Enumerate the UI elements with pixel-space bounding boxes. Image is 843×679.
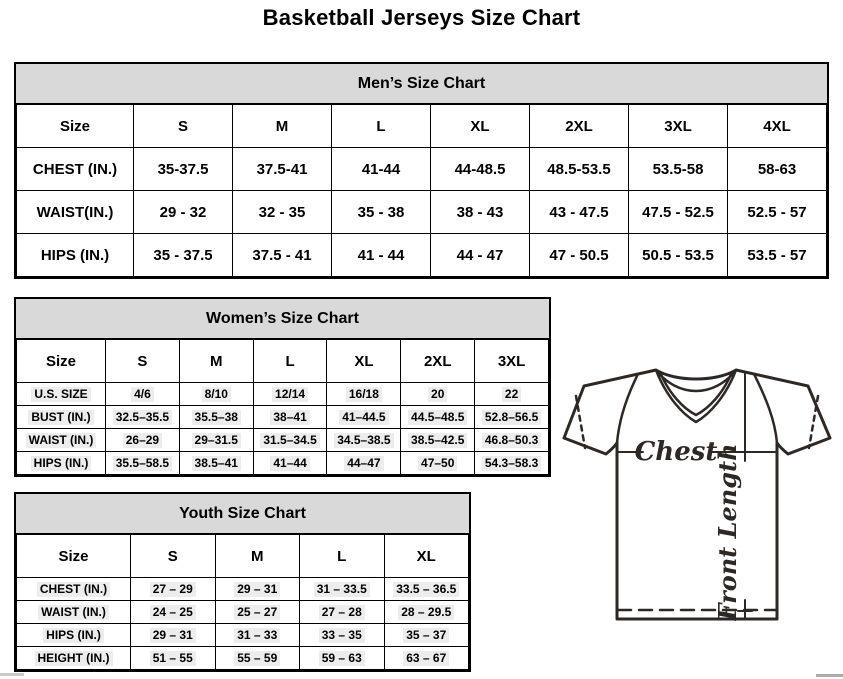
womens-cell [475,406,549,429]
womens-col-header: 3XL [475,340,549,383]
mens-cell: 53.5-58 [629,148,728,191]
womens-cell [401,383,475,406]
mens-cell: 41-44 [332,148,431,191]
womens-col-header: S [106,340,180,383]
cell-value: 52.8–56.5 [482,410,541,425]
womens-cell [475,383,549,406]
womens-col-header: XL [327,340,401,383]
womens-cell [475,452,549,475]
cell-value: 44.5–48.5 [408,410,467,425]
womens-cell [253,406,327,429]
cell-value: 4/6 [131,387,154,402]
mens-col-header: 4XL [728,105,827,148]
jersey-outline [564,370,830,619]
cell-value: 63 – 67 [403,651,449,666]
youth-cell [300,578,385,601]
womens-cell [327,383,401,406]
mens-col-header: 2XL [530,105,629,148]
cell-value: 41–44.5 [339,410,388,425]
cell-value: 55 – 59 [234,651,280,666]
youth-row-label [17,578,131,601]
youth-header-row [17,535,469,578]
youth-col-header: XL [384,535,469,578]
youth-row-label [17,601,131,624]
womens-chart-title: Women’s Size Chart [16,299,549,339]
mens-cell: 38 - 43 [431,191,530,234]
womens-cell [401,452,475,475]
womens-cell [179,383,253,406]
womens-cell [253,452,327,475]
womens-cell [401,429,475,452]
jersey-measurement-diagram [556,364,838,626]
womens-hips-row [17,452,549,475]
mens-chest-row [17,148,827,191]
youth-size-header: Size [17,535,131,578]
mens-cell: 29 - 32 [134,191,233,234]
youth-chest-row [17,578,469,601]
row-label-text: HEIGHT (IN.) [35,651,113,666]
mens-col-header: XL [431,105,530,148]
cell-value: 47–50 [418,456,457,471]
mens-table [16,104,827,277]
mens-cell: 48.5-53.5 [530,148,629,191]
youth-cell [384,601,469,624]
mens-cell: 52.5 - 57 [728,191,827,234]
cell-value: 54.3–58.3 [482,456,541,471]
mens-cell: 35 - 38 [332,191,431,234]
youth-cell [300,601,385,624]
youth-cell [300,647,385,670]
womens-cell [327,452,401,475]
womens-cell [179,429,253,452]
cell-value: 32.5–35.5 [113,410,172,425]
row-label-text: U.S. SIZE [31,387,90,402]
mens-cell: 50.5 - 53.5 [629,234,728,277]
womens-row-label [17,406,106,429]
cell-value: 59 – 63 [319,651,365,666]
cell-value: 29–31.5 [192,433,241,448]
cell-value: 22 [502,387,521,402]
cell-value: 12/14 [272,387,308,402]
youth-row-label [17,624,131,647]
cell-value: 38.5–42.5 [408,433,467,448]
cell-value: 27 – 29 [150,582,196,597]
youth-cell [384,647,469,670]
womens-col-header: L [253,340,327,383]
youth-cell [384,578,469,601]
h-scrollbar-fragment-right[interactable] [816,674,843,677]
youth-cell [215,624,300,647]
mens-header-row [17,105,827,148]
cell-value: 33 – 35 [319,628,365,643]
cell-value: 38–41 [270,410,309,425]
mens-hips-row [17,234,827,277]
womens-table [16,339,549,475]
womens-bust-row [17,406,549,429]
womens-cell [327,406,401,429]
youth-table [16,534,469,670]
cell-value: 33.5 – 36.5 [393,582,459,597]
womens-cell [106,429,180,452]
mens-col-header: S [134,105,233,148]
youth-cell [300,624,385,647]
cell-value: 35.5–58.5 [113,456,172,471]
cell-value: 41–44 [270,456,309,471]
youth-cell [215,601,300,624]
womens-header-row [17,340,549,383]
youth-cell [215,578,300,601]
cell-value: 34.5–38.5 [334,433,393,448]
womens-col-header: 2XL [401,340,475,383]
cell-value: 35.5–38 [192,410,241,425]
h-scrollbar-fragment-left[interactable] [0,673,24,676]
youth-col-header: M [215,535,300,578]
youth-cell [131,647,216,670]
mens-cell: 37.5-41 [233,148,332,191]
mens-col-header: L [332,105,431,148]
cell-value: 29 – 31 [234,582,280,597]
mens-cell: 35-37.5 [134,148,233,191]
womens-waist-row [17,429,549,452]
womens-cell [401,406,475,429]
mens-cell: 32 - 35 [233,191,332,234]
youth-hips-row [17,624,469,647]
cell-value: 25 – 27 [234,605,280,620]
row-label-text: WAIST (IN.) [38,605,109,620]
cell-value: 46.8–50.3 [482,433,541,448]
mens-cell: 44-48.5 [431,148,530,191]
cell-value: 24 – 25 [150,605,196,620]
mens-waist-row [17,191,827,234]
womens-col-header: M [179,340,253,383]
womens-cell [475,429,549,452]
youth-waist-row [17,601,469,624]
youth-col-header: L [300,535,385,578]
womens-cell [179,452,253,475]
cell-value: 8/10 [202,387,231,402]
youth-cell [131,578,216,601]
womens-cell [327,429,401,452]
cell-value: 38.5–41 [192,456,241,471]
womens-cell [253,383,327,406]
youth-cell [131,624,216,647]
cell-value: 29 – 31 [150,628,196,643]
mens-cell: 47 - 50.5 [530,234,629,277]
mens-cell: 53.5 - 57 [728,234,827,277]
cell-value: 28 – 29.5 [398,605,454,620]
womens-size-chart [14,297,551,477]
womens-cell [106,383,180,406]
womens-row-label [17,452,106,475]
chest-label: Chest [634,437,718,467]
womens-cell [179,406,253,429]
mens-col-header: 3XL [629,105,728,148]
youth-row-label [17,647,131,670]
womens-size-header: Size [17,340,106,383]
mens-cell: 37.5 - 41 [233,234,332,277]
mens-cell: 44 - 47 [431,234,530,277]
mens-cell: 43 - 47.5 [530,191,629,234]
cell-value: 16/18 [346,387,382,402]
mens-chart-title: Men’s Size Chart [16,64,827,104]
row-label-text: CHEST (IN.) [37,582,110,597]
womens-row-label [17,429,106,452]
mens-row-label: CHEST (IN.) [17,148,134,191]
cell-value: 51 – 55 [150,651,196,666]
youth-chart-title: Youth Size Chart [16,494,469,534]
row-label-text: HIPS (IN.) [31,456,92,471]
youth-size-chart [14,492,471,672]
youth-height-row [17,647,469,670]
womens-cell [106,406,180,429]
mens-size-header: Size [17,105,134,148]
womens-ussize-row [17,383,549,406]
youth-cell [215,647,300,670]
youth-col-header: S [131,535,216,578]
front-length-label: Front Length [713,443,742,621]
cell-value: 27 – 28 [319,605,365,620]
row-label-text: BUST (IN.) [28,410,93,425]
cell-value: 31 – 33 [234,628,280,643]
mens-cell: 47.5 - 52.5 [629,191,728,234]
cell-value: 20 [428,387,447,402]
mens-col-header: M [233,105,332,148]
mens-cell: 58-63 [728,148,827,191]
row-label-text: WAIST (IN.) [26,433,97,448]
mens-row-label: WAIST(IN.) [17,191,134,234]
womens-row-label [17,383,106,406]
cell-value: 31 – 33.5 [314,582,370,597]
cell-value: 31.5–34.5 [260,433,319,448]
mens-size-chart [14,62,829,279]
womens-cell [253,429,327,452]
mens-row-label: HIPS (IN.) [17,234,134,277]
womens-cell [106,452,180,475]
youth-cell [384,624,469,647]
cell-value: 35 – 37 [403,628,449,643]
cell-value: 26–29 [123,433,162,448]
mens-cell: 35 - 37.5 [134,234,233,277]
mens-cell: 41 - 44 [332,234,431,277]
page-title: Basketball Jerseys Size Chart [262,5,581,30]
youth-cell [131,601,216,624]
cell-value: 44–47 [344,456,383,471]
row-label-text: HIPS (IN.) [43,628,104,643]
